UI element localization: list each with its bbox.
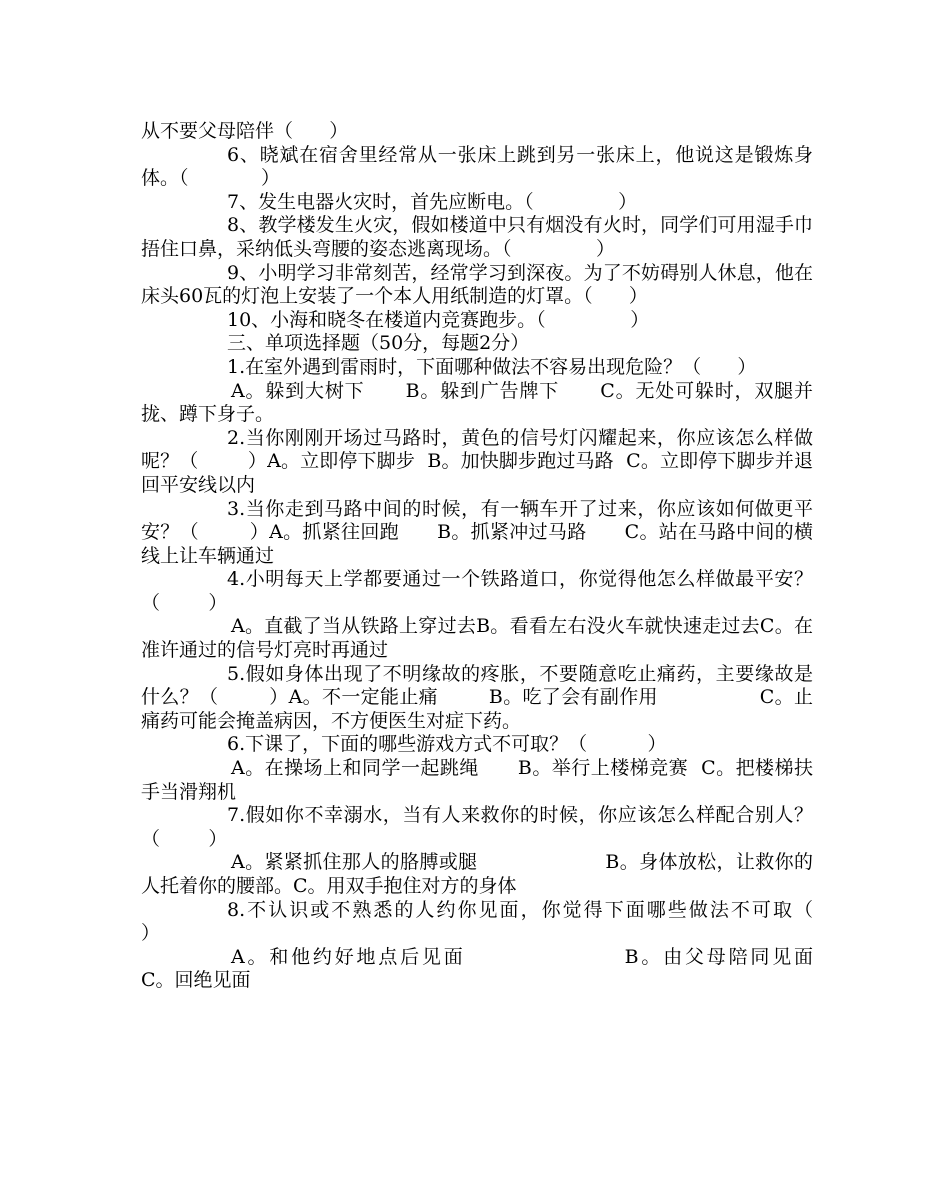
choice-question-8: 8.不认识或不熟悉的人约你见面，你觉得下面哪些做法不可取（ ） xyxy=(141,898,862,945)
true-false-question-8: 8、教学楼发生火灾，假如楼道中只有烟没有火时，同学们可用湿手巾捂住口鼻，采纳低头弯腰的姿态逃离现场。（ ） xyxy=(141,214,813,260)
choice-options-1: A。躲到大树下 B。躲到广告牌下 C。无处可躲时，双腿并拢、蹲下身子。 xyxy=(141,379,813,426)
choice-options-7: A。紧紧抓住那人的胳膊或腿 B。身体放松，让救你的人托着你的腰部。C。用双手抱住对方的身体 xyxy=(141,851,813,897)
choice-options-4: A。直截了当从铁路上穿过去B。看看左右没火车就快速走过去C。在准许通过的信号灯亮时再通过 xyxy=(141,615,813,662)
paragraph: 从不要父母陪伴（ ） xyxy=(141,120,349,142)
choice-question-6: 6.下课了，下面的哪些游戏方式不可取？（ ） xyxy=(227,733,667,756)
document-body xyxy=(141,120,886,993)
section-heading: 三、单项选择题（50分，每题2分） xyxy=(227,332,530,355)
choice-question-7: 7.假如你不幸溺水，当有人来救你的时候，你应该怎么样配合别人？（ ） xyxy=(141,804,813,850)
choice-question-4: 4.小明每天上学都要通过一个铁路道口，你觉得他怎么样做最平安？（ ） xyxy=(141,568,813,614)
choice-question-3: 3.当你走到马路中间的时候，有一辆车开了过来，你应该如何做更平安？（ ）A。抓紧往回跑 B。抓紧冲过马路 C。站在马路中间的横线上让车辆通过 xyxy=(141,497,813,567)
true-false-question-10: 10、小海和晓冬在楼道内竞赛跑步。（ ） xyxy=(227,308,650,331)
true-false-question-7: 7、发生电器火灾时，首先应断电。（ ） xyxy=(227,190,638,213)
choice-options-6: A。在操场上和同学一起跳绳 B。举行上楼梯竞赛 C。把楼梯扶手当滑翔机 xyxy=(141,757,813,803)
true-false-question-6: 6、晓斌在宿舍里经常从一张床上跳到另一张床上，他说这是锻炼身体。（ ） xyxy=(141,143,813,190)
choice-question-2: 2.当你刚刚开场过马路时，黄色的信号灯闪耀起来，你应该怎么样做呢？（ ）A。立即停下脚步 B。加快脚步跑过马路 C。立即停下脚步并退回平安线以内 xyxy=(141,426,813,496)
true-false-question-9: 9、小明学习非常刻苦，经常学习到深夜。为了不妨碍别人休息，他在床头60瓦的灯泡上安装了一个本人用纸制造的灯罩。（ ） xyxy=(141,261,813,308)
choice-question-1: 1.在室外遇到雷雨时，下面哪种做法不容易出现危险？（ ） xyxy=(227,355,757,378)
choice-question-5: 5.假如身体出现了不明缘故的疼胀，不要随意吃止痛药，主要缘故是什么？（ ）A。不一定能止痛 B。吃了会有副作用 C。止痛药可能会掩盖病因，不方便医生对症下药。 xyxy=(141,662,813,732)
choice-options-8: A。和他约好地点后见面 B。由父母陪同见面 C。回绝见面 xyxy=(141,945,886,992)
